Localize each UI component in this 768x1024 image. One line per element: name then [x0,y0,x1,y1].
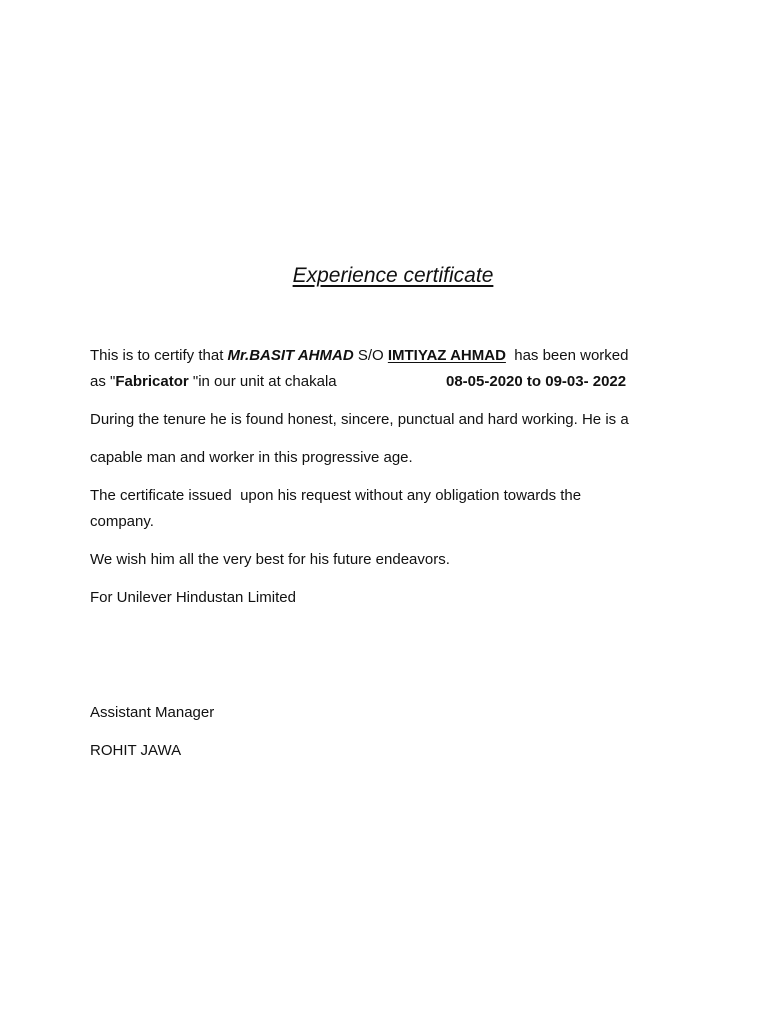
purpose-line-1: The certificate issued upon his request without any obligation towards the [90,487,582,504]
certificate-title: Experience certificate [292,264,494,287]
employee-name: Mr.BASIT AHMAD [227,347,354,364]
intro-suffix: has been worked [505,347,629,364]
relation-text: S/O [353,347,388,364]
line2-suffix: "in our unit at chakala [188,373,337,390]
conduct-line-1: During the tenure he is found honest, sincere, punctual and hard working. He is a [90,411,629,428]
signatory-name: ROHIT JAWA [90,742,182,759]
father-name: IMTIYAZ AHMAD [387,347,506,364]
line2-prefix: as " [90,373,116,390]
signatory-title: Assistant Manager [90,704,215,721]
intro-prefix: This is to certify that [90,347,228,364]
company-line: For Unilever Hindustan Limited [90,589,296,606]
designation: Fabricator [115,373,189,390]
intro-line-2 [90,369,690,395]
intro-line-1 [90,343,690,369]
employment-period: 08-05-2020 to 09-03- 2022 [446,373,627,390]
conduct-line-2: capable man and worker in this progressive age. [90,449,413,466]
wishes-line: We wish him all the very best for his future endeavors. [90,551,450,568]
intro-paragraph [90,343,690,395]
purpose-line-2: company. [90,513,154,530]
